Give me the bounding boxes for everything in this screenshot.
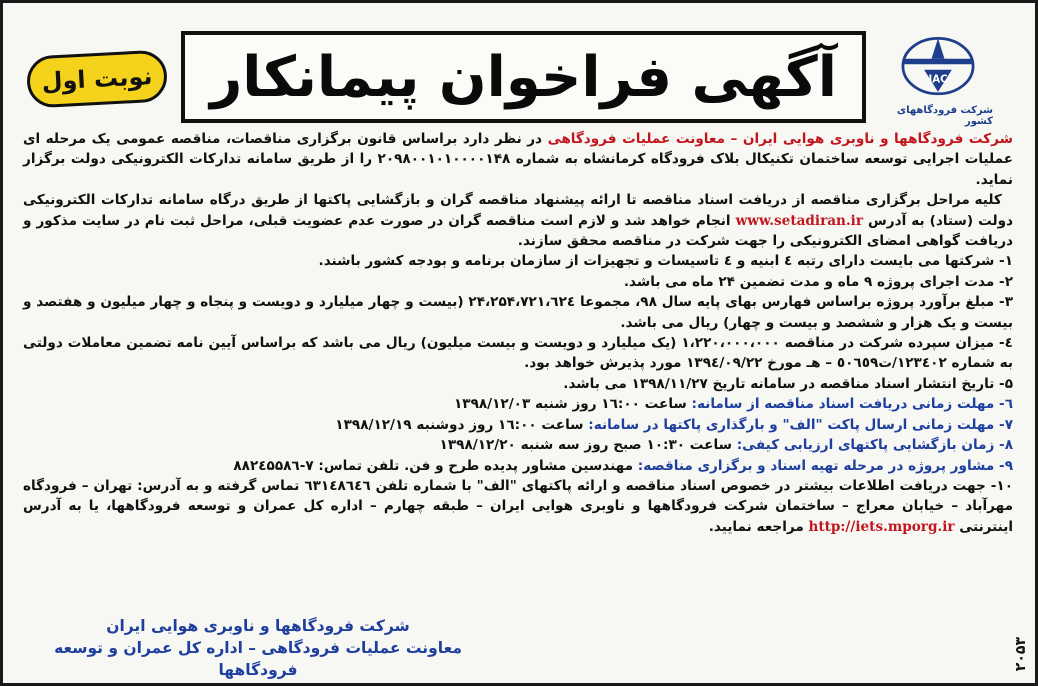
signature-block <box>43 615 473 681</box>
badge-label: نوبت اول <box>40 62 154 96</box>
airport-company-logo <box>883 31 993 127</box>
process-text-a: کلیه مراحل برگزاری مناقصه از دریافت اسناد مناقصه تا ارائه پیشنهاد مناقصه گران و بازگشایی پاکتها از طریق درگاه سامانه تدارکات الکترونیکی دولت (ستاد) به آدرس <box>23 192 1013 229</box>
item-7-label: ۷- مهلت زمانی ارسال پاکت "الف" و بارگذاری پاکتها در سامانه: <box>588 416 1013 433</box>
item-9 <box>23 456 1013 476</box>
item-10-text-a: ۱۰- جهت دریافت اطلاعات بیشتر در خصوص اسناد مناقصه و ارائه پاکتهای "الف" با شماره تلفن ٦۳۱٤۸٦٤٦ تماس گرفته و به آدرس: تهران – فرودگاه مهرآباد – خیابان معراج – ساختمان شرکت فرودگاهها و ناوبری هوایی ایران – طبقه چهارم – اداره کل عمران و توسعه فرودگاهها، یا به آدرس اینترنتی <box>23 477 1013 535</box>
item-6 <box>23 394 1013 414</box>
item-2: ۲- مدت اجرای پروژه ۹ ماه و مدت تضمین ۲۴ ماه می باشد. <box>623 273 1013 290</box>
airplane-logo-icon <box>893 31 983 103</box>
notice-body <box>23 129 1013 537</box>
item-9-value: مهندسین مشاور پدیده طرح و فن. تلفن تماس: ۷-۸۸۲٤۵۵۸٦ <box>233 457 638 474</box>
item-6-label: ٦- مهلت زمانی دریافت اسناد مناقصه از سامانه: <box>691 396 1013 413</box>
signature-line-1: شرکت فرودگاهها و ناوبری هوایی ایران <box>106 617 410 635</box>
process-text-b: انجام خواهد شد و لازم است مناقصه گران در صورت عدم عضویت قبلی، مراحل ثبت نام در سایت مذکور و دریافت گواهی امضای الکترونیکی را جهت شرکت در مناقصه محقق سازند. <box>23 212 1013 250</box>
item-7-value: ساعت ۱٦:۰۰ روز دوشنبه ۱۳۹۸/۱۲/۱۹ <box>335 416 589 433</box>
title-box <box>181 31 866 123</box>
item-8-label: ۸- زمان بازگشایی پاکتهای ارزیابی کیفی: <box>736 437 1013 454</box>
iets-link[interactable]: http://iets.mporg.ir <box>808 518 955 535</box>
side-code: ۲۰۵۳ <box>1013 636 1029 671</box>
intro-text: در نظر دارد براساس قانون برگزاری مناقصات، مناقصه عمومی یک مرحله ای عملیات اجرایی توسعه ساختمان تکنیکال بلاک فرودگاه کرمانشاه به شماره ۲۰۹۸۰۰۱۰۱۰۰۰۰۱۴۸ را از طریق سامانه تدارکات الکترونیکی دولت برگزار نماید. <box>23 131 1013 188</box>
signature-line-2: معاونت عملیات فرودگاهی – اداره کل عمران و توسعه فرودگاهها <box>54 639 462 679</box>
item-5: ۵- تاریخ انتشار اسناد مناقصه در سامانه تاریخ ۱۳۹۸/۱۱/۲۷ می باشد. <box>563 375 1013 392</box>
setadiran-link[interactable]: www.setadiran.ir <box>735 212 864 229</box>
page-title: آگهی فراخوان پیمانکار <box>210 44 837 110</box>
item-7 <box>23 415 1013 435</box>
item-10-text-b: مراجعه نمایید. <box>708 518 809 535</box>
item-8-value: ساعت ۱۰:۳۰ صبح روز سه شنبه ۱۳۹۸/۱۲/۲۰ <box>439 437 737 454</box>
item-8 <box>23 435 1013 455</box>
logo-letters: IAC <box>928 74 948 86</box>
first-notice-badge <box>26 49 169 108</box>
logo-caption: شرکت فرودگاههای کشور <box>896 105 993 127</box>
item-3: ۳- مبلغ برآورد پروژه براساس فهارس بهای پایه سال ۹۸، مجموعا ۲۴،۲۵۴،۷۲۱،٦۲٤ (بیست و چهار میلیارد و دویست و پنجاه و چهار میلیون و هفتصد و بیست و یک هزار و ششصد و بیست و چهار) ریال می باشد. <box>23 294 1013 331</box>
intro-paragraph <box>23 129 1013 190</box>
item-6-value: ساعت ۱٦:۰۰ روز شنبه ۱۳۹۸/۱۲/۰۳ <box>453 396 692 413</box>
intro-organization: شرکت فرودگاهها و ناوبری هوایی ایران – معاونت عملیات فرودگاهی <box>547 131 1013 147</box>
item-9-label: ۹- مشاور پروژه در مرحله تهیه اسناد و برگزاری مناقصه: <box>637 457 1013 474</box>
item-10 <box>23 476 1013 537</box>
item-4: ٤- میزان سپرده شرکت در مناقصه ۱،۲۲۰،۰۰۰،۰۰۰ (یک میلیارد و دویست و بیست میلیون) ریال می باشد که براساس آیین نامه تضمین معاملات دولتی به شماره ۱۲۳٤۰۲/ت٥۰٦٥۹ – هـ مورخ ۱۳۹٤/۰۹/۲۲ مورد پذیرش خواهد بود. <box>23 335 1013 372</box>
process-paragraph <box>23 190 1013 251</box>
item-1: ۱- شرکتها می بایست دارای رتبه ٤ ابنیه و ٤ تاسیسات و تجهیزات از سازمان برنامه و بودجه کشور باشند. <box>318 253 1013 270</box>
